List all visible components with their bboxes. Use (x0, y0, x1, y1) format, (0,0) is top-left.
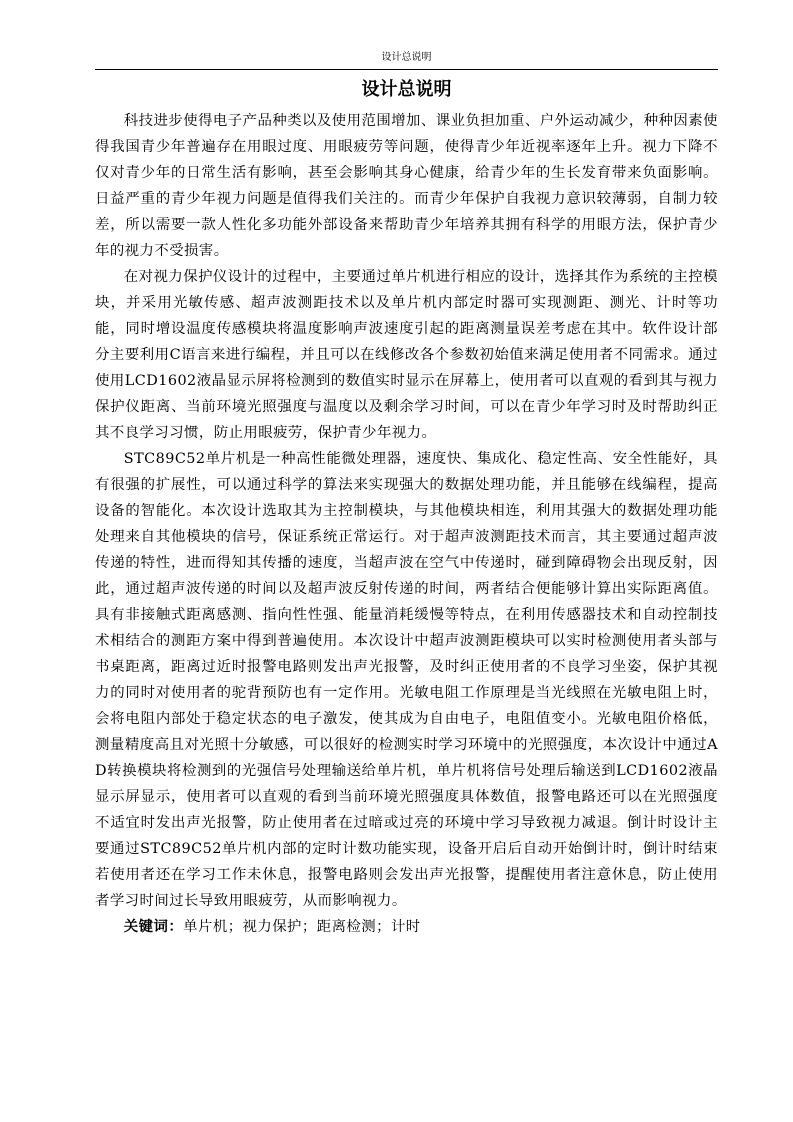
paragraph-module-details: STC89C52单片机是一种高性能微处理器，速度快、集成化、稳定性高、安全性能好，具有很强的扩展性，可以通过科学的算法来实现强大的数据处理功能，并且能够在线编程，提高设备的智能化。本次设计选取其为主控制模块，与其他模块相连，利用其强大的数据处理功能处理来自其他模块的信号，保证系统正常运行。对于超声波测距技术而言，其主要通过超声波传递的特性，进而得知其传播的速度，当超声波在空气中传递时，碰到障碍物会出现反射，因此，通过超声波传递的时间以及超声波反射传递的时间，两者结合便能够计算出实际距离值。具有非接触式距离感测、指向性性强、能量消耗缓慢等特点，在利用传感器技术和自动控制技术相结合的测距方案中得到普遍使用。本次设计中超声波测距模块可以实时检测使用者头部与书桌距离，距离过近时报警电路则发出声光报警，及时纠正使用者的不良学习坐姿，保护其视力的同时对使用者的驼背预防也有一定作用。光敏电阻工作原理是当光线照在光敏电阻上时，会将电阻内部处于稳定状态的电子激发，使其成为自由电子，电阻值变小。光敏电阻价格低，测量精度高且对光照十分敏感，可以很好的检测实时学习环境中的光照强度，本次设计中通过AD转换模块将检测到的光强信号处理输送给单片机，单片机将信号处理后输送到LCD1602液晶显示屏显示，使用者可以直观的看到当前环境光照强度具体数值，报警电路还可以在光照强度不适宜时发出声光报警，防止使用者在过暗或过亮的环境中学习导致视力减退。倒计时设计主要通过STC89C52单片机内部的定时计数功能实现，设备开启后自动开始倒计时，倒计时结束若使用者还在学习工作未休息，报警电路则会发出声光报警，提醒使用者注意休息，防止使用者学习时间过长导致用眼疲劳，从而影响视力。 (95, 451, 718, 909)
keywords-label: 关键词： (123, 918, 184, 935)
keywords-text: 单片机；视力保护；距离检测；计时 (183, 919, 421, 935)
page-title: 设计总说明 (361, 79, 452, 100)
paragraph-background: 科技进步使得电子产品种类以及使用范围增加、课业负担加重、户外运动减少，种种因素使得我国青少年普遍存在用眼过度、用眼疲劳等问题，使得青少年近视率逐年上升。视力下降不仅对青少年的日常生活有影响，甚至会影响其身心健康，给青少年的生长发育带来负面影响。日益严重的青少年视力问题是值得我们关注的。而青少年保护自我视力意识较薄弱，自制力较差，所以需要一款人性化多功能外部设备来帮助青少年培养其拥有科学的用眼方法，保护青少年的视力不受损害。 (95, 113, 718, 259)
header-divider (95, 69, 718, 70)
paragraph-design-overview: 在对视力保护仪设计的过程中，主要通过单片机进行相应的设计，选择其作为系统的主控模块，并采用光敏传感、超声波测距技术以及单片机内部定时器可实现测距、测光、计时等功能，同时增设温度传感模块将温度影响声波速度引起的距离测量误差考虑在其中。软件设计部分主要利用C语言来进行编程，并且可以在线修改各个参数初始值来满足使用者不同需求。通过使用LCD1602液晶显示屏将检测到的数值实时显示在屏幕上，使用者可以直观的看到其与视力保护仪距离、当前环境光照强度与温度以及剩余学习时间，可以在青少年学习时及时帮助纠正其不良学习习惯，防止用眼疲劳，保护青少年视力。 (95, 269, 718, 441)
running-header: 设计总说明 (381, 52, 432, 63)
keywords-line (95, 914, 718, 940)
document-body (95, 108, 718, 940)
